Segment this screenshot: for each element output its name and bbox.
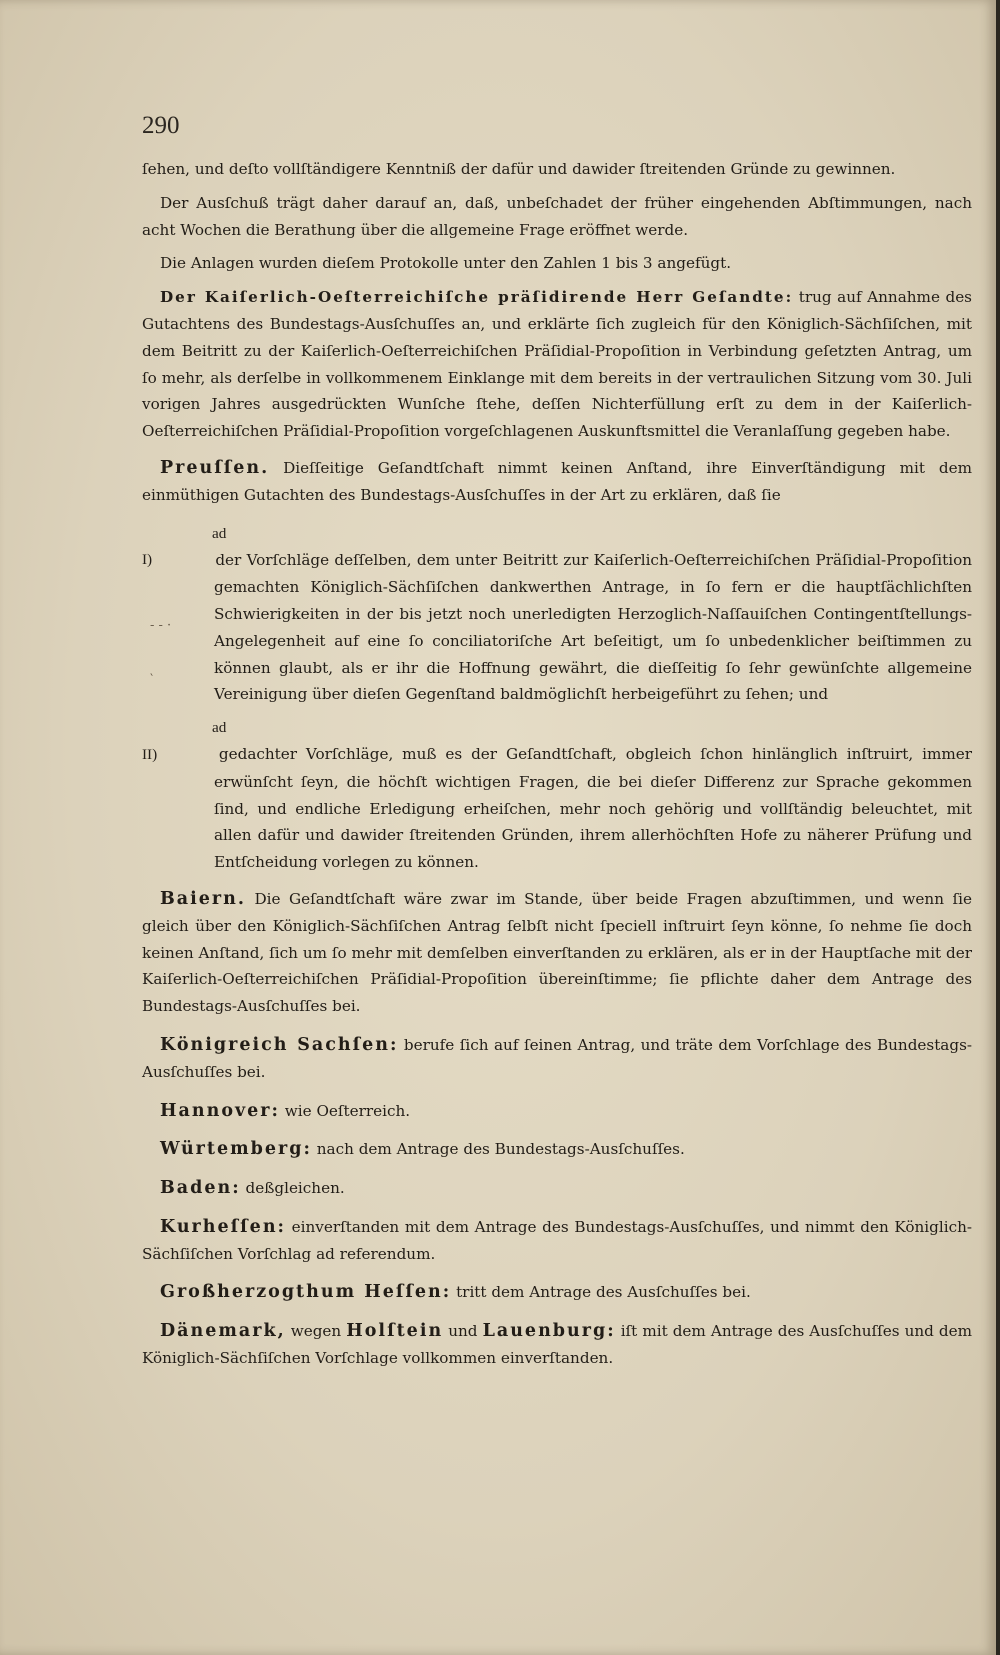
- vote-preussen: [142, 455, 972, 509]
- state-name: Kurheſſen:: [160, 1216, 286, 1237]
- vote-kurhessen: [142, 1214, 972, 1268]
- state-name: Großherzogthum Heſſen:: [160, 1282, 452, 1303]
- vote-text: einverſtanden mit dem Antrage des Bundestags-Ausſchuſſes, und nimmt den Königlich-Sächſiſchen Vorſchlag ad referendum.: [142, 1217, 972, 1263]
- vote-wuertemberg: [142, 1136, 972, 1163]
- item-text: gedachter Vorſchläge, muß es der Geſandtſchaft, obgleich ſchon hinlänglich inſtruirt, immer erwünſcht ſeyn, die höchſt wichtigen Fragen, die bei dieſer Differenz zur Sprache gekommen ſind, und endliche Erledigung erheiſchen, mehr noch gehörig und vollſtändig beleuchtet, mit allen dafür und dawider ſtreitenden Gründen, ihrem allerhöchſten Hofe zu näherer Prüfung und Entſcheidung vorlegen zu können.: [214, 744, 973, 872]
- state-name: Dänemark,: [160, 1321, 286, 1342]
- vote-text: nach dem Antrage des Bundestags-Ausſchuſſes.: [311, 1140, 685, 1159]
- vote-daenemark: [142, 1318, 972, 1372]
- enumerated-item: [142, 521, 972, 709]
- state-name: Preuſſen.: [160, 457, 270, 478]
- paragraph-presidial: [142, 284, 972, 445]
- paragraph: Der Ausſchuß trägt daher darauf an, daß, unbeſchadet der früher eingehenden Abſtimmungen, nach acht Wochen die Berathung über die allgemeine Frage eröffnet werde.: [142, 193, 972, 239]
- territory-name: Holſtein: [346, 1321, 444, 1342]
- vote-baiern: [142, 886, 972, 1020]
- vote-text: deßgleichen.: [240, 1179, 345, 1198]
- paragraph: ſehen, und deſto vollſtändigere Kenntniß der dafür und dawider ſtreitenden Gründe zu gewinnen.: [142, 160, 896, 178]
- item-marker: ad II): [142, 719, 227, 763]
- page-number: 290: [142, 112, 180, 139]
- vote-text: iſt mit dem Antrage des Ausſchuſſes und dem Königlich-Sächſiſchen Vorſchlage vollkommen einverſtanden.: [142, 1322, 972, 1368]
- vote-text: Die Geſandtſchaft wäre zwar im Stande, über beide Fragen abzuſtimmen, und wenn ſie gleich über den Königlich-Sächſiſchen Antrag ſelbſt nicht ſpeciell inſtruirt ſeyn könne, ſo nehme ſie doch keinen Anſtand, ſich um ſo mehr mit demſelben einverſtanden zu erklären, als er in der Hauptſache mit der Kaiſerlich-Oeſterreichiſchen Präſidial-Propoſition übereinſtimme; ſie pflichte daher dem Antrage des Bundestags-Ausſchuſſes bei.: [142, 889, 972, 1016]
- vote-connector: und: [443, 1322, 483, 1341]
- vote-text: tritt dem Antrage des Ausſchuſſes bei.: [451, 1283, 751, 1302]
- margin-mark: ‐ ‐ ·: [150, 618, 172, 633]
- territory-name: Lauenburg:: [482, 1321, 616, 1342]
- state-name: Baden:: [160, 1178, 241, 1199]
- state-name: Baiern.: [160, 888, 246, 909]
- state-name: Hannover:: [160, 1100, 280, 1121]
- vote-baden: [142, 1175, 972, 1202]
- vote-connector: wegen: [285, 1322, 347, 1341]
- vote-text: Dieſſeitige Geſandtſchaft nimmt keinen Anſtand, ihre Einverſtändigung mit dem einmüthigen Gutachten des Bundestags-Ausſchuſſes in der Art zu erklären, daß ſie: [142, 458, 972, 504]
- state-name: Königreich Sachſen:: [160, 1034, 399, 1055]
- item-text: der Vorſchläge deſſelben, dem unter Beitritt zur Kaiſerlich-Oeſterreichiſchen Präſidial-Propoſition gemachten Königlich-Sächſiſchen dankwerthen Antrage, in ſo fern er die hauptſächlichſten Schwierigkeiten in der bis jetzt noch unerledigten Herzoglich-Naſſauiſchen Contingentſtellungs-Angelegenheit auf eine ſo conciliatoriſche Art beſeitigt, um ſo unbedenklicher beiſtimmen zu können glaubt, als er ihr die Hoffnung gewährt, die dieſſeitig ſo ſehr gewünſchte allgemeine Vereinigung über dieſen Gegenſtand baldmöglichſt herbeigeführt zu ſehen; und: [214, 550, 972, 704]
- vote-sachsen: [142, 1032, 972, 1086]
- vote-hannover: [142, 1098, 972, 1125]
- paragraph: Die Anlagen wurden dieſem Protokolle unter den Zahlen 1 bis 3 angefügt.: [160, 254, 732, 273]
- vote-text: wie Oeſterreich.: [279, 1101, 411, 1120]
- vote-grossherzogthum-hessen: [142, 1279, 972, 1306]
- speaker-heading: Der Kaiſerlich-Oeſterreichiſche präſidirende Herr Geſandte:: [160, 288, 794, 307]
- paragraph-text: trug auf Annahme des Gutachtens des Bundestags-Ausſchuſſes an, und erklärte ſich zugleich für den Königlich-Sächſiſchen, mit dem Beitritt zu der Kaiſerlich-Oeſterreichiſchen Präſidial-Propoſition in Verbindung geſetzten Antrag, um ſo mehr, als derſelbe in vollkommenem Einklange mit dem bereits in der vertraulichen Sitzung vom 30. Juli vorigen Jahres ausgedrückten Wunſche ſtehe, deſſen Nichterfüllung erſt zu dem in der Kaiſerlich-Oeſterreichiſchen Präſidial-Propoſition vorgeſchlagenen Auskunftsmittel die Veranlaſſung gegeben habe.: [142, 288, 972, 441]
- vote-text: berufe ſich auf ſeinen Antrag, und träte dem Vorſchlage des Bundestags-Ausſchuſſes bei.: [142, 1035, 972, 1081]
- margin-mark: ‵: [150, 672, 153, 687]
- enumerated-item: [142, 715, 972, 876]
- body-text: [142, 156, 972, 1384]
- item-marker: ad I): [142, 524, 227, 569]
- state-name: Würtemberg:: [160, 1139, 312, 1160]
